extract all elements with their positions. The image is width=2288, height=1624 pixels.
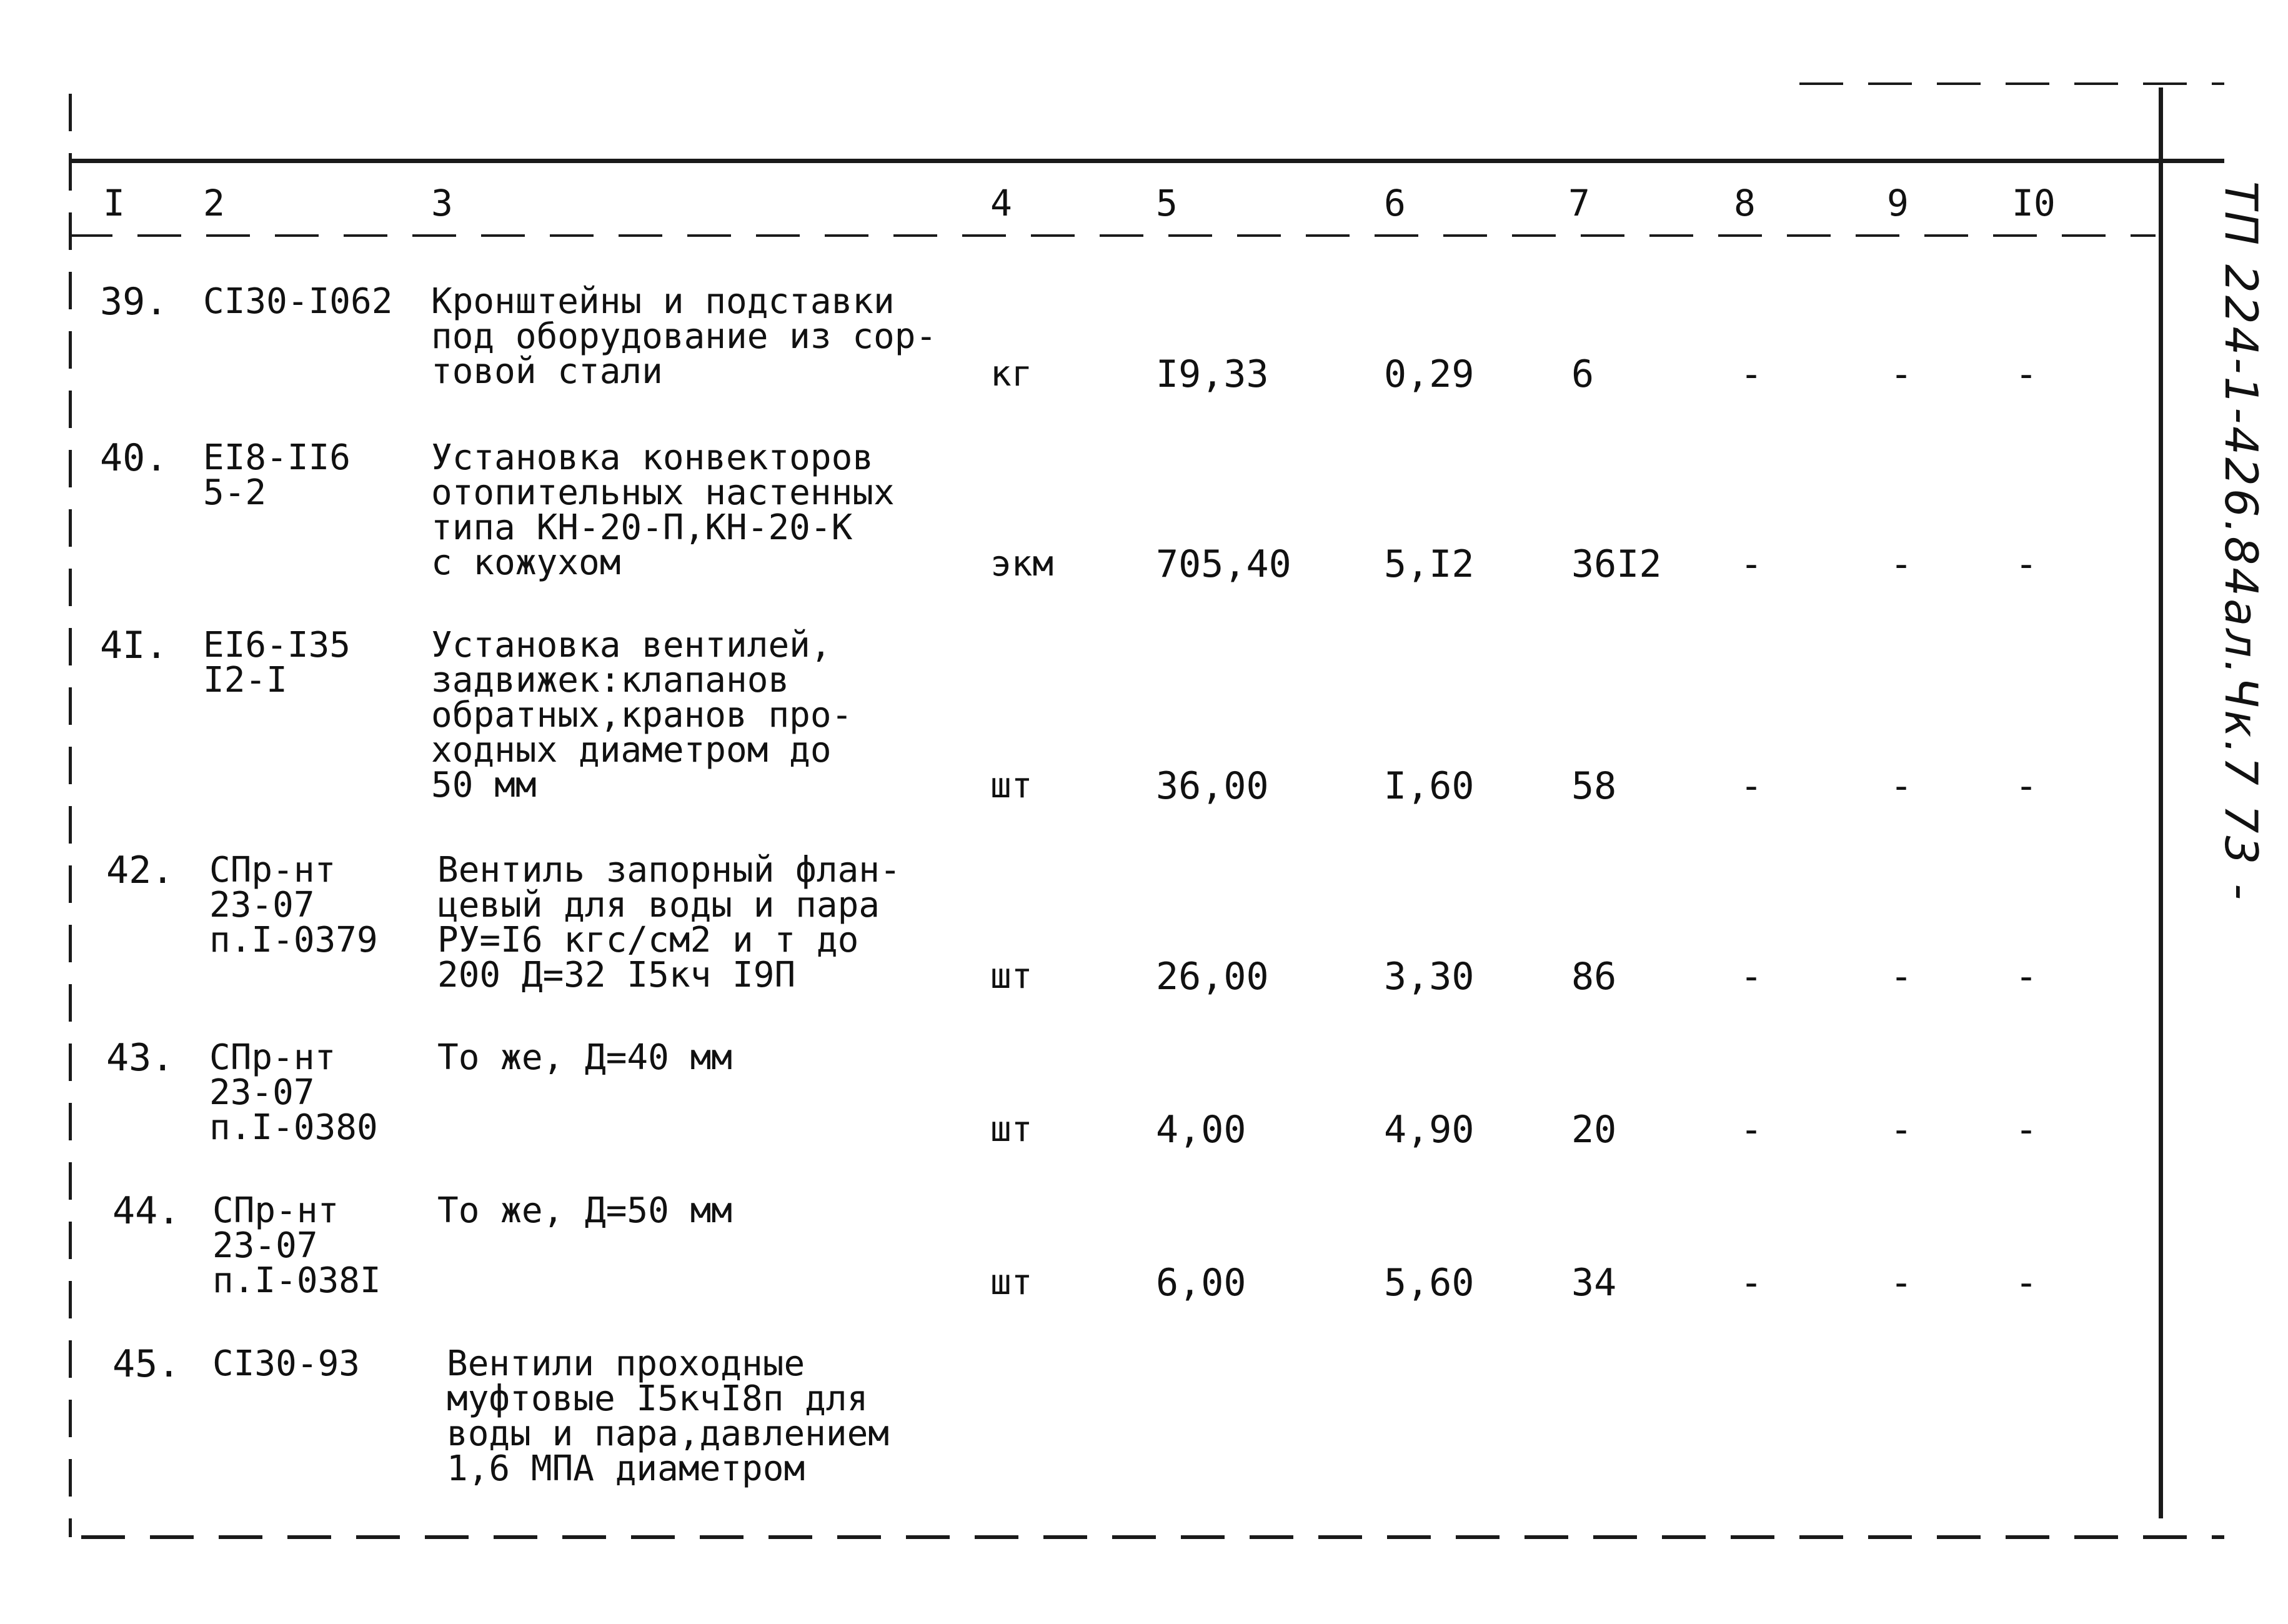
row-col10: - <box>2015 764 2038 808</box>
row-col7: 36I2 <box>1571 542 1662 586</box>
col-header-5: 5 <box>1156 182 1178 224</box>
row-description: То же, Д=40 мм <box>437 1037 733 1078</box>
row-col8: - <box>1740 1261 1763 1305</box>
row-col7: 58 <box>1571 764 1617 808</box>
col-header-2: 2 <box>203 182 225 224</box>
side-frame-border <box>2159 87 2163 1518</box>
row-code: CI30-I062 <box>203 281 393 322</box>
col-header-1: I <box>103 182 125 224</box>
row-col6: 0,29 <box>1384 352 1475 396</box>
col-header-10: I0 <box>2012 182 2056 224</box>
row-col10: - <box>2015 1108 2038 1152</box>
row-col8: - <box>1740 955 1763 999</box>
row-col8: - <box>1740 764 1763 808</box>
table-bottom-border <box>81 1535 2224 1539</box>
row-code: СПр-нт 23-07 п.I-0379 <box>209 850 378 960</box>
table-top-border <box>69 159 2224 163</box>
row-col5: 4,00 <box>1156 1108 1246 1152</box>
col-header-8: 8 <box>1734 182 1756 224</box>
col-header-6: 6 <box>1384 182 1406 224</box>
col-header-7: 7 <box>1568 182 1590 224</box>
row-number: 44. <box>112 1189 181 1233</box>
row-col7: 6 <box>1571 352 1594 396</box>
row-col8: - <box>1740 542 1763 586</box>
row-col7: 34 <box>1571 1261 1617 1305</box>
row-number: 42. <box>106 849 174 892</box>
row-number: 43. <box>106 1036 174 1080</box>
row-col6: 5,I2 <box>1384 542 1475 586</box>
row-col5: I9,33 <box>1156 352 1269 396</box>
row-number: 45. <box>112 1342 181 1386</box>
row-col9: - <box>1890 1261 1913 1305</box>
row-description: Вентиль запорный флан- цевый для воды и пара РУ=I6 кгс/см2 и т до 200 Д=32 I5кч I9П <box>437 850 901 995</box>
col-header-4: 4 <box>990 182 1012 224</box>
row-col10: - <box>2015 955 2038 999</box>
row-col5: 6,00 <box>1156 1261 1246 1305</box>
row-col9: - <box>1890 352 1913 396</box>
col-header-3: 3 <box>431 182 453 224</box>
row-col7: 20 <box>1571 1108 1617 1152</box>
row-col10: - <box>2015 352 2038 396</box>
row-col9: - <box>1890 764 1913 808</box>
row-col6: I,60 <box>1384 764 1475 808</box>
row-description: Установка вентилей, задвижек:клапанов обратных,кранов про- ходных диаметром до 50 мм <box>431 625 853 805</box>
row-col7: 86 <box>1571 955 1617 999</box>
row-code: EI8-II6 5-2 <box>203 437 351 513</box>
row-code: EI6-I35 I2-I <box>203 625 351 700</box>
row-col6: 3,30 <box>1384 955 1475 999</box>
row-col8: - <box>1740 1108 1763 1152</box>
table-subheader-border <box>69 234 2156 237</box>
row-unit: кг <box>990 354 1033 394</box>
row-col6: 4,90 <box>1384 1108 1475 1152</box>
col-header-9: 9 <box>1887 182 1909 224</box>
row-col9: - <box>1890 542 1913 586</box>
row-unit: экм <box>990 544 1054 584</box>
side-document-code <box>2215 181 2267 903</box>
row-code: CI30-93 <box>212 1343 361 1384</box>
row-description: То же, Д=50 мм <box>437 1190 733 1231</box>
row-col9: - <box>1890 1108 1913 1152</box>
row-number: 4I. <box>100 624 168 667</box>
row-unit: шт <box>990 765 1033 806</box>
row-unit: шт <box>990 956 1033 997</box>
row-col9: - <box>1890 955 1913 999</box>
row-col5: 26,00 <box>1156 955 1269 999</box>
row-col10: - <box>2015 1261 2038 1305</box>
row-col5: 36,00 <box>1156 764 1269 808</box>
row-number: 40. <box>100 436 168 480</box>
top-right-dash <box>1799 82 2224 85</box>
table-left-border <box>69 94 72 1537</box>
row-description: Вентили проходные муфтовые I5кчI8п для воды и пара,давлением 1,6 МПА диаметром <box>447 1343 890 1489</box>
row-number: 39. <box>100 280 168 324</box>
row-description: Установка конвекторов отопительных настенных типа КН-20-П,КН-20-К с кожухом <box>431 437 895 583</box>
row-unit: шт <box>990 1262 1033 1303</box>
side-code-text: ТП 224-1-426.84ал.Чк.7 73 - <box>2215 181 2267 903</box>
row-col10: - <box>2015 542 2038 586</box>
row-code: СПр-нт 23-07 п.I-0380 <box>209 1037 378 1148</box>
row-code: СПр-нт 23-07 п.I-038I <box>212 1190 381 1301</box>
row-col6: 5,60 <box>1384 1261 1475 1305</box>
row-col5: 705,40 <box>1156 542 1291 586</box>
row-unit: шт <box>990 1109 1033 1150</box>
row-description: Кронштейны и подставки под оборудование из сор- товой стали <box>431 281 937 392</box>
row-col8: - <box>1740 352 1763 396</box>
